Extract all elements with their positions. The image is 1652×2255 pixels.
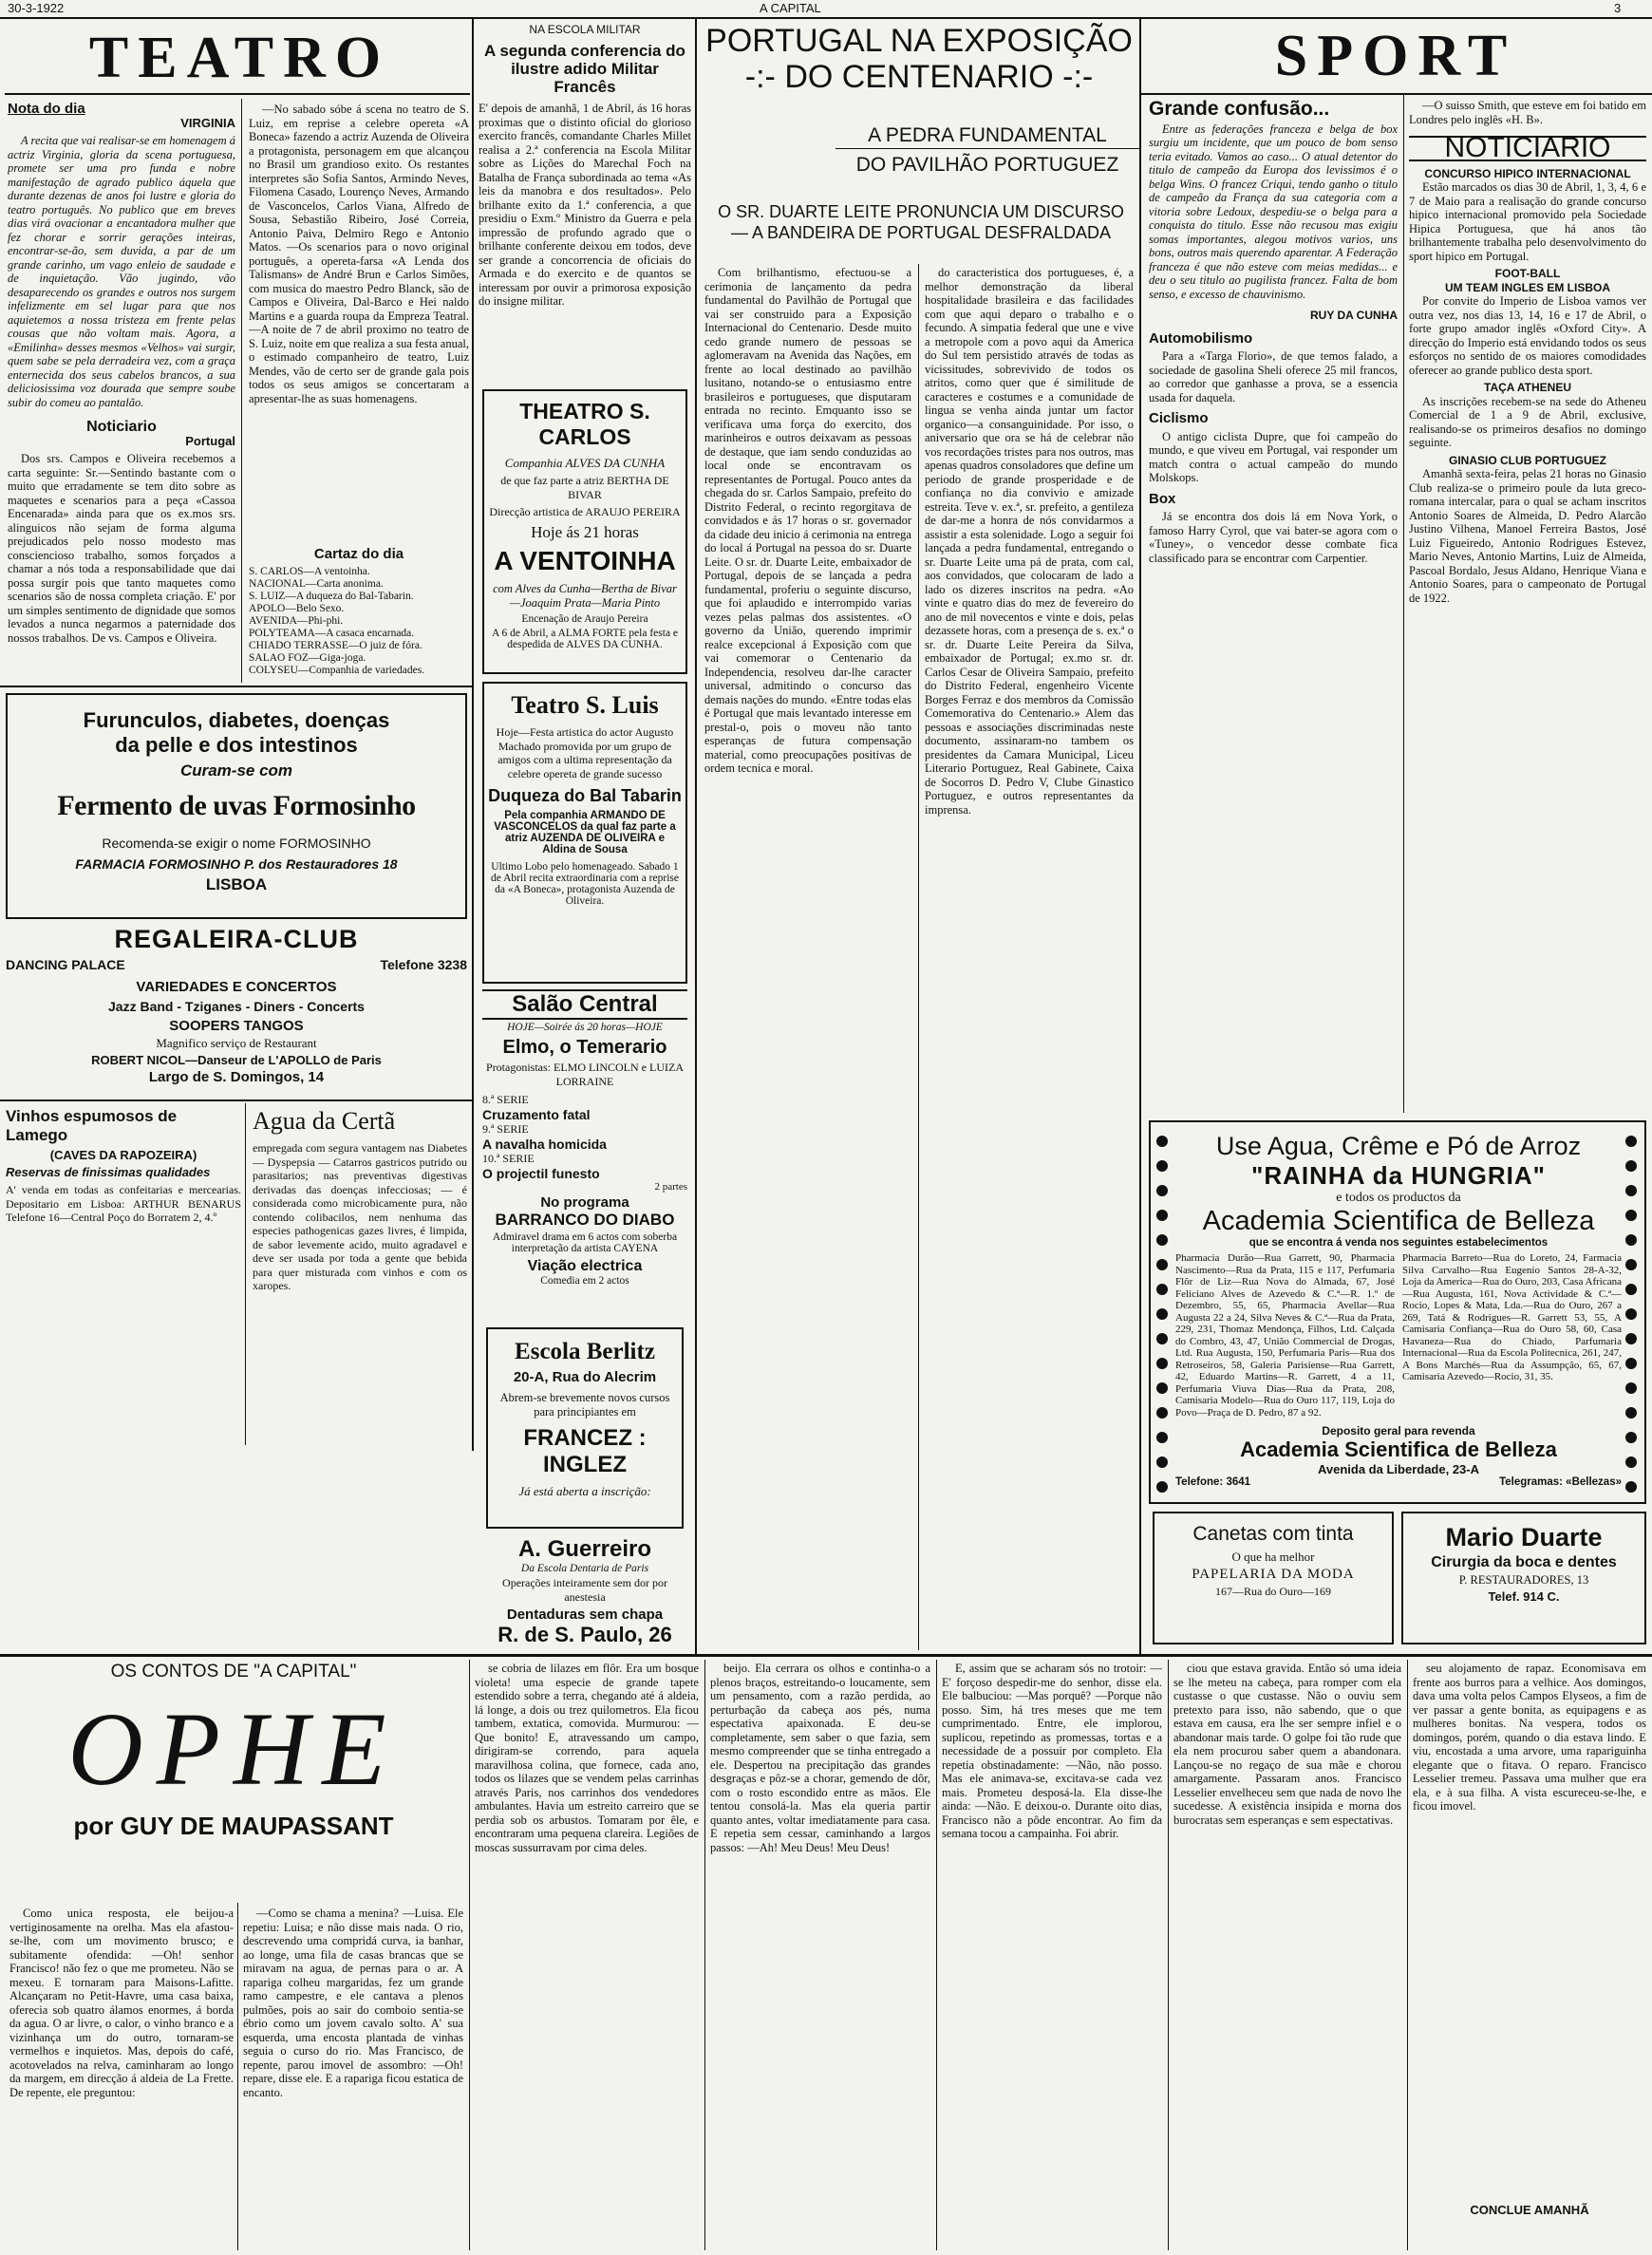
cartaz-item: POLYTEAMA—A casaca encarnada.	[249, 628, 415, 639]
salao-title: Salão Central	[482, 989, 687, 1020]
reg-var: VARIEDADES E CONCERTOS	[136, 979, 337, 995]
ad-canetas	[1153, 1512, 1394, 1644]
vinhos-caves: (CAVES DA RAPOZEIRA)	[49, 1148, 197, 1162]
sport-title: SPORT	[1274, 24, 1517, 88]
contos-rule-5	[1168, 1660, 1169, 2250]
ads-col-rule	[245, 1103, 246, 1445]
guerreiro-dent: Dentaduras sem chapa	[506, 1607, 664, 1623]
decor-dot	[1156, 1210, 1168, 1221]
decor-dot	[1625, 1185, 1637, 1196]
berlitz-addr: 20-A, Rua do Alecrim	[513, 1369, 657, 1385]
guerreiro-sub: Da Escola Dentaria de Paris	[520, 1563, 649, 1574]
sport-col-rule	[1403, 95, 1404, 1113]
teatro-rule	[5, 93, 470, 95]
contos-header	[6, 1662, 461, 1899]
noticiario-sub: Portugal	[185, 433, 235, 448]
rainha-telegr: Telegramas: «Bellezas»	[1499, 1476, 1622, 1488]
contos-col7	[1413, 1662, 1646, 2193]
salao-film: Elmo, o Temerario	[502, 1037, 667, 1058]
decor-dot	[1156, 1259, 1168, 1270]
contos-rule-6	[1407, 1660, 1408, 2250]
cartaz-item: SALAO FOZ—Giga-joga.	[249, 652, 366, 664]
contos-col4	[710, 1662, 930, 2248]
decor-dot	[1156, 1308, 1168, 1320]
rainha-brand: "RAINHA da HUNGRIA"	[1251, 1161, 1546, 1190]
agua-body: empregada com segura vantagem nas Diabetes — Dyspepsia — Catarros gastricos putrido ou parasitarios; nas preventivas digestivas derivadas das doenças infecciosas; — é considerada como microbicamente pura, não contendo colibacilos, nem nenhuma das especies pathogenicas gazes livres, é limpida, de sabor levemente acido, muito agradavel e deve ser usada por toda a gente que bebida para quer misturada com vinhos e com os xaropes.	[253, 1141, 467, 1292]
exposicao-body2: do caracteristica dos portugueses, é, a melhor demonstração da liberal hospitalidade brasileira e das facilidades com que aqui deparo o trabalho e o fecundo. A simpatia federal que une e vive a metropole com a povo aqui da America do Sul tem persistido através de todas as vicissitudes, sobrevivido de todos os atritos, como quer que é similitude de caracteres e costumes e a comunidade de lingua se venha ainda juntar um factor organico—a consanguinidade. Por isso, o aniversario que ora se há de celebrar não vos recordações tristes para nos outros, mas apenas quadros consoladores que define um periodo de grande prosperidade e de confiança no dia convivio e amizade estreita. Teve v. ex.ª, sr. prefeito, a gentileza de dar-me a honra de nós convidarmos a assistir a esta solenidade. Logo a seguir foi lançada a pedra fundamental, entregando o sr. Duarte Leite uma pá de prata, com cal, aos convidados, que colocaram de lado a lado os dizeres inscritos na pedra. «Ao vinte e quatro dias do mez de fevereiro do ano de mil novecentos e vinte e dois, pelas dezassete horas, com a presença de s. ex.ª o sr. dr. Duarte Leite Pereira da Silva, embaixador de Portugal; ex.mo sr. dr. Carlos Cesar de Oliveira Sampaio, prefeito do Distrito Federal, engenheiro Vicente Borges Ferraz e dos membros da Comissão Comemorativa do Centenario.» Alem das pessoas e associações discriminadas neste documento, assinaram-no tambem os presidentes da Camara Municipal, Liceu Literario Portuguez, Real Gabinete, Caixa de Socorros D. Pedro V, Clube Ginastico Portuguez, e outros representantes da imprensa.	[925, 266, 1134, 817]
foot-sub: UM TEAM INGLES EM LISBOA	[1445, 280, 1610, 294]
decor-dot	[1625, 1358, 1637, 1369]
sc-title: THEATRO S. CARLOS	[519, 399, 650, 449]
teatro-title: TEATRO	[88, 26, 391, 90]
canetas-sub: O que ha melhor	[1231, 1550, 1315, 1564]
reg-robert: ROBERT NICOL—Danseur de L'APOLLO de Paris	[91, 1053, 382, 1067]
sc-company: Companhia ALVES DA CUNHA	[504, 456, 666, 470]
canetas-shop: PAPELARIA DA MODA	[1192, 1567, 1355, 1582]
ad-regaleira	[6, 925, 467, 1096]
header-paper: A CAPITAL	[760, 1, 821, 15]
vinhos-res: Reservas de finissimas qualidades	[6, 1165, 211, 1179]
exposicao-title1: PORTUGAL NA EXPOSIÇÃO	[705, 23, 1133, 59]
decor-dot	[1625, 1456, 1637, 1468]
page-header	[0, 0, 1652, 17]
furunculos-line2: da pelle e dos intestinos	[115, 733, 358, 757]
rainha-inner	[1175, 1132, 1622, 1496]
decor-dot	[1625, 1308, 1637, 1320]
teatro-col2-body: —No sabado sóbe á scena no teatro de S. Luiz, em reprise a celebre opereta «A Boneca» fazendo a actriz Auzenda de Oliveira a protagonista, personagem em que alcançou no Brasil um grandioso exito. Os restantes interpretes são Sofia Santos, Armindo Neves, Filomena Casado, Lourenço Neves, Armando de Vasconcelos, Carlos Viana, Alfredo de Sousa, Sebastião Ribeiro, José Correia, Antonio Paiva, Delmiro Rego e Antonio Matos. —Os scenarios para o novo original português, a opereta-farsa «A Lenda dos Talismans» de André Brun e Carlos Simões, com musica do maestro Pedro Blanck, são de Campos e Oliveira, Dal-Barco e Hei naldo Martins e a guarda roupa da Empreza Teatral. —A noite de 7 de abril proximo no teatro de S. Luiz, noite em que realiza a sua festa anual, o estimado companheiro de teatro, Luiz Mendes, vão de certo ser de grande gala pois todos os seus amigos se concertaram a apresentar-lhe as suas homenagens.	[249, 103, 469, 405]
salao-prot: Protagonistas: ELMO LINCOLN e LUIZA LORRAINE	[486, 1061, 684, 1088]
decor-dot	[1625, 1234, 1637, 1246]
guerreiro-title: A. Guerreiro	[517, 1536, 652, 1562]
decor-dot	[1156, 1382, 1168, 1394]
box-body: Já se encontra dos dois lá em Nova York, o famoso Harry Cyrol, que vai bater-se agora com o «Tuney», o vencedor desse combate fica classificado para se encontrar com Carpentier.	[1149, 510, 1398, 565]
decor-dot	[1625, 1432, 1637, 1443]
salao-s10: 10.ª SERIE	[482, 1152, 535, 1165]
header-rule	[0, 17, 1652, 19]
salao-c10: O projectil funesto	[482, 1166, 600, 1181]
decor-dot	[1156, 1160, 1168, 1172]
contos-col6	[1173, 1662, 1401, 2248]
salao-com: Comedia em 2 actos	[540, 1275, 629, 1287]
vinhos-title: Vinhos espumosos de Lamego	[6, 1107, 178, 1144]
cartaz-item: COLYSEU—Companhia de variedades.	[249, 665, 425, 676]
header-date: 30-3-1922	[8, 1, 65, 15]
decor-dot	[1625, 1382, 1637, 1394]
sport-noticiario-title: NOTICIARIO	[1409, 136, 1646, 161]
decor-dot	[1156, 1407, 1168, 1419]
decor-dot	[1156, 1234, 1168, 1246]
militar	[479, 23, 691, 384]
decor-dot	[1156, 1136, 1168, 1147]
militar-heading: NA ESCOLA MILITAR	[529, 23, 641, 36]
militar-title: A segunda conferencia do ilustre adido Militar Francês	[484, 42, 685, 96]
mario-title: Mario Duarte	[1445, 1523, 1603, 1551]
canetas-addr: 167—Rua do Ouro—169	[1215, 1585, 1331, 1598]
rainha-acad: Academia Scientifica de Belleza	[1202, 1206, 1595, 1236]
militar-body: E' depois de amanhã, 1 de Abril, ás 16 horas proximas que o distinto oficial do glorioso exercito francês, comandante Charles Millet realisa a 2.ª conferencia na Escola Militar sobre as Lições do Marechal Foch na Batalha de França subordinada ao tema «As leis da manobra e dos resultados». Pelo brilhante exito da 1.ª conferencia, a que presidiu o Exm.º Ministro da Guerra e pela impressão de profundo agrado que o brilhante conferente deixou em todos, deve ser grande a concorrencia de oficiais do Armada e do exercito e de quantos se interessam por ouvir a primorosa exposição do insigne militar.	[479, 102, 691, 308]
rainha-line2: e todos os productos da	[1336, 1191, 1461, 1205]
ad-furunculos	[6, 693, 467, 919]
sc-cast: com Alves da Cunha—Bertha de Bivar—Joaquim Prata—Maria Pinto	[493, 582, 677, 610]
decor-dot	[1625, 1160, 1637, 1172]
berlitz-title: Escola Berlitz	[515, 1339, 655, 1364]
exposicao-title2: -:- DO CENTENARIO -:-	[744, 59, 1094, 95]
decor-dot	[1625, 1136, 1637, 1147]
decor-dot	[1156, 1432, 1168, 1443]
ad-sao-carlos	[482, 389, 687, 674]
salao-s8: 8.ª SERIE	[482, 1093, 529, 1106]
header-page: 3	[1614, 1, 1622, 15]
salao-desc: Admiravel drama em 6 actos com soberba interpretação da artista CAYENA	[492, 1231, 678, 1254]
salao-barranco: BARRANCO DO DIABO	[495, 1211, 675, 1229]
exposicao-sub3: O SR. DUARTE LEITE PRONUNCIA UM DISCURSO — A BANDEIRA DE PORTUGAL DESFRALDADA	[718, 202, 1124, 242]
contos-rule-4	[936, 1660, 937, 2250]
mario-tel: Telef. 914 C.	[1488, 1589, 1560, 1604]
ad-agua	[253, 1107, 467, 1449]
cartaz-item: AVENIDA—Phi-phi.	[249, 615, 344, 627]
ad-salao-central	[482, 989, 687, 1322]
cartaz-item: S. CARLOS—A ventoinha.	[249, 566, 370, 577]
sc-play: A VENTOINHA	[494, 546, 676, 575]
reg-phone: Telefone 3238	[380, 957, 467, 972]
contos-rule-2	[469, 1660, 470, 2250]
contos-col3-text: se cobria de lilazes em flôr. Era um bosque violeta! uma especie de grande tapete estendido sobre a terra, chegando até á aldeia, lá longe, a dois ou trez quilometros. Ela ficou tambem, extatica, comovida. Murmurou: —Que bonito! E, atravessando um campo, dirigiram-se correndo, para aquela maravilhosa colina, que fornece, cada ano, todos os lilazes que se vendem pelas carrinhas através Paris, nos carrinhos dos vendedores ambulantes. Havia um estreito carreiro que se perdia sob os arbustos. Tomaram por êle, e encontraram uma pequena clareira. Legiões de moscas sussurravam por cima deles.	[475, 1662, 699, 1854]
contos-col1-text: Como unica resposta, ele beijou-a vertiginosamente na orelha. Mas ela afastou-se-lhe, com um movimento brusco; e subitamente ofendida: —Oh! senhor Francisco! não fez o que me prometeu. Não se mexeu. E tornaram para Maisons-Lafitte. Alcançaram no Petit-Havre, uma casa baixa, oferecia sob quatro álamos enormes, á borda da agua. O ar livre, o calor, o vinho branco e a vizinhança um do outro, tornaram-se vermelhos e inquietos. Mas, depois do café, acotovelados na relva, caminharam ao longo da margem, em direcção á aldeia de La Frette. De repente, ele preguntou:	[9, 1907, 234, 2099]
mario-addr: P. RESTAURADORES, 13	[1458, 1573, 1589, 1587]
rainha-line3: que se encontra á venda nos seguintes estabelecimentos	[1248, 1237, 1549, 1249]
teatro-col-rule	[241, 99, 242, 683]
furunculos-farm: FARMACIA FORMOSINHO P. dos Restauradores 18	[75, 856, 398, 872]
sport-col1	[1149, 99, 1398, 1117]
rainha-dep-acad: Academia Scientifica de Belleza	[1240, 1438, 1557, 1461]
noticiario-title: Noticiario	[86, 419, 157, 435]
rainha-shops-right: Pharmacia Barreto—Rua do Loreto, 24, Farmacia Silva Carvalho—Rua Eugenio Santos 28-A-32, Loja da America—Rua do Ouro, 203, Casa Africana—Rua Augusta, 161, Nova Actividade & C.ª—Rocio, Lopes & Mata, Lda.—Rua do Ouro, 267 a 269, Tatá & Rodrigues—R. Garrett 53, 55, A Camisaria Confiança—Rua do Ouro 58, 60, Casa Havaneza—Rua do Chiado, Parfumaria Internacional—Rua da Escola Politecnica, 261, 247, A Bons Marchés—Rua da Assumpção, 65, 67, Camisaria Azevedo—Rocio, 31, 35.	[1402, 1252, 1622, 1382]
ginasio-body: Amanhã sexta-feira, pelas 21 horas no Ginasio Club realiza-se o primeiro poule da luta greco-romana intercalar, para o qual se acham inscritos Antonio Soares de Almeida, D. Pedro Alarcão Justino Vilhena, Manoel Ferreira Bastos, José Luiz Figueiredo, Antonio Rodrigues Estevez, Mario Neves, Antonio Martins, Luiz de Almeida, Pascoal Bordalo, Jesus Aldano, Henrique Viana e Antonio Soares, para o campeonato de Portugal de 1922.	[1409, 467, 1646, 605]
salao-s9: 9.ª SERIE	[482, 1122, 529, 1136]
sl-foot: Ultimo Lobo pelo homenageado. Sabado 1 de Abril recita extraordinaria com a reprise da «A Boneca», protagonista Auzenda de Oliveira.	[491, 861, 679, 907]
decor-dot	[1625, 1481, 1637, 1493]
exposicao-sub1: A PEDRA FUNDAMENTAL	[868, 124, 1107, 146]
sc-hour: Hoje ás 21 horas	[531, 523, 639, 541]
ad-sao-luis	[482, 682, 687, 984]
ad-rainha-hungria	[1149, 1120, 1646, 1504]
contos-col4-text: beijo. Ela cerrara os olhos e continha-o a plenos braços, estreitando-o loucamente, sem um pensamento, com a razão perdida, ao perturbação da cabeça aos pés, numa espectativa apaixonada. E deu-se completamente, sem saber o que fazia, sem mesmo compreender que se tinha entregado a ele. Despertou na precipitação das grandes desgraças e pôz-se a chorar, gemendo de dôr, com o rosto escondido entre as mãos. Ele tentou consolá-la. Mas ela queria partir quanto antes, voltar imediatamente para casa. E repetia sem cessar, caminhando a largos passos: —Ah! Meu Deus! Meu Deus!	[710, 1662, 930, 1854]
contos-rule	[0, 1654, 1652, 1657]
decor-dot	[1156, 1333, 1168, 1344]
smith-body: —O suisso Smith, que esteve em foi batido em Londres pelo inglês «H. B».	[1409, 99, 1646, 126]
salao-c9: A navalha homicida	[482, 1137, 607, 1152]
ciclismo-title: Ciclismo	[1149, 410, 1209, 426]
auto-title: Automobilismo	[1149, 329, 1253, 347]
cartaz-item: NACIONAL—Carta anonima.	[249, 578, 384, 590]
contos-col7-text: seu alojamento de rapaz. Economisava em frente aos burros para a velhice. Aos domingos, dava uma volta pelos Campos Elyseos, a fim de ver passar a gente bonita, as equipagens e as mulheres bonitas. Na vespera, todos os domingos, porém, quando o dia estava lindo. E viu, encostada a uma arvore, uma rapariguinha elegante que o fitava. O reparo. Francisco Lesselier tremeu. Passava uma mulher que era ela, e à sua filha. A vista escureceu-se-lhe, e ficou imovel.	[1413, 1662, 1646, 1813]
guerreiro-addr: R. de S. Paulo, 26	[497, 1623, 672, 1646]
contos-col6-text: ciou que estava gravida. Então só uma ideia se lhe meteu na cabeça, para romper com ela custasse o que custasse. Não o ouviu sem pretexto para isso, não sabendo, que o que estava em causa, era lhe ser sempre infiel e o abandonar mais tarde. O golpe foi tão rude que ela nem procurou saber quem a abandonara. Lançou-se no regaço de sua mãe e chorou amargamente. Passaram anos. Francisco Lesselier envelheceu sem que nada de novo lhe sucedesse. A existência insipida e morna dos burocratas sem esperanças e sem espectativas.	[1173, 1662, 1401, 1827]
contos-title: OPHE	[67, 1691, 400, 1807]
rainha-tel: Telefone: 3641	[1175, 1476, 1251, 1488]
furunculos-line1: Furunculos, diabetes, doenças	[83, 708, 390, 732]
sc-foot: A 6 de Abril, a ALMA FORTE pela festa e despedida de ALVES DA CUNHA.	[491, 628, 679, 650]
exposicao-col2	[925, 266, 1134, 1652]
contos-col2-text: —Como se chama a menina? —Luisa. Ele repetiu: Luisa; e não disse mais nada. O rio, descrevendo uma compridá curva, ia banhar, ao longe, uma fila de casas brancas que se miravam na agua, de pernas para o ar. A rapariga colheu margaridas, fez um grande ramo campestre, e ele cantava a plenos pulmões, pois ao sair do comboio sentia-se ébrio como um jovem cavalo solto. A' sua esquerda, uma encosta plantada de vinhas seguia o curso do rio. Mas Francisco, de repente, parou imovel de assombro: —Oh! repare, disse ele. E a rapariga ficou estatica de encanto.	[243, 1907, 463, 2099]
decor-dot	[1156, 1456, 1168, 1468]
decor-dot	[1156, 1284, 1168, 1295]
furunculos-line3: Curam-se com	[179, 761, 293, 780]
cartaz-item: S. LUIZ—A duqueza do Bal-Tabarin.	[249, 591, 414, 602]
reg-soop: SOOPERS TANGOS	[169, 1018, 304, 1034]
contos-rule-1	[237, 1903, 238, 2250]
exposicao-col-rule	[918, 264, 919, 1650]
reg-largo: Largo de S. Domingos, 14	[148, 1069, 325, 1085]
col-rule-2	[695, 19, 697, 1654]
furunculos-rec: Recomenda-se exigir o nome FORMOSINHO	[102, 836, 371, 851]
rainha-line1: Use Agua, Crême e Pó de Arroz	[1215, 1132, 1582, 1160]
ads-rule-2	[0, 1099, 472, 1101]
decor-dot	[1625, 1333, 1637, 1344]
salao-c8: Cruzamento fatal	[482, 1107, 591, 1122]
cartaz-item: CHIADO TERRASSE—O juiz de fóra.	[249, 640, 422, 651]
confusao-title: Grande confusão...	[1149, 99, 1330, 120]
exposicao-sub3-box	[707, 201, 1135, 258]
teatro-header	[19, 25, 460, 91]
contos-continua: CONCLUE AMANHÃ	[1470, 2203, 1589, 2217]
ad-berlitz	[486, 1327, 684, 1529]
decor-dot	[1156, 1481, 1168, 1493]
salao-parts: 2 partes	[654, 1181, 687, 1193]
agua-title: Agua da Certã	[253, 1107, 396, 1135]
noticiario-body: Dos srs. Campos e Oliveira recebemos a carta seguinte: Sr.—Sentindo bastante com o muito que erradamente se tem dito sobre as maquetes e scenarios para a peça «Cassoa Encenarada» ainda para que os ex.mos srs. alinguicos não sejam de forma alguma prejudicados pelo nosso modesto mas consciencioso trabalho, somos forçados a chamar a nós toda a responsabilidade que dai possa surgir pois que tanto maquetes como scenarios são de nossa completa criação. E' por um simples sentimento de dignidade que somos levados a nunca negarmos a paternidade dos nossos trabalhos. De vs. Campos e Oliveira.	[8, 452, 235, 645]
auto-body: Para a «Targa Florio», de que temos falado, a sociedade de gasolina Sheli oferece 25 mil francos, ao corredor que ganhasse a prova, se a essencia usada for daquela.	[1149, 349, 1398, 404]
ginasio-title: GINASIO CLUB PORTUGUEZ	[1448, 453, 1606, 467]
exposicao-header	[703, 23, 1136, 99]
contos-heading: OS CONTOS DE "A CAPITAL"	[110, 1662, 357, 1682]
exposicao-body1: Com brilhantismo, efectuou-se a cerimonia de lançamento da pedra fundamental do Pavilhão de Portugal que vai ser construido para a Exposição Internacional do Centenario. Desde muito cedo grande numero de pessoas se aglomeravam na Avenida das Nações, em frente ao local destinado ao pavilhão lusitano, notando-se o entusiasmo entre brasileiros e portugueses, que disputaram entrada no recinto. Emquanto isso se verificava uma força do exercito, dos marinheiros e outros deixavam as pessoas de destaque, que iam sendo conduzidas ao local onde se encontravam os representantes de Portugal. Pouco antes da chegada do sr. Carlos Sampaio, prefeito do Distrito Federal, o recinto regorgitava de convidados e ás 17 horas o sr. governador da cidade deu inicio á cerimonia na entrega do local á Portugal na pessoa do sr. Duarte Leite. O sr. dr. Duarte Leite, embaixador de Portugal, depois de se lançada a pedra fundamental, proferiu o seguinte discurso, que foi aplaudido e interrompido varias vezes pelas palmas dos assistentes. «O governo da União, querendo imprimir realce excepcional á Exposição com que vai comemorar o Centenario da Independencia, resolveu dar-lhe caracter universal, admitindo o concurso das demais nações do mundo. «Entre todas elas é Portugal que mais levantado interesse em prestal-o, pois o moveu não tanto esperanças de futura compensação material, como preocupações positivas de ordem tecnica e moral.	[704, 266, 911, 775]
confusao-author: RUY DA CUNHA	[1309, 309, 1398, 322]
col-rule-3	[1139, 19, 1141, 1654]
rainha-shops-left: Pharmacia Durão—Rua Garrett, 90, Pharmacia Nascimento—Rua da Prata, 115 e 117, Perfumaria Flôr de Liz—Rua Nova do Almada, 67, José Feliciano Alves de Azevedo & C.ª—R. 1.º de Dezembro, 55, 65, Pharmacia Avellar—Rua Augusta 22 a 24, Silva Neves & C.ª—Rua da Prata, 229, 231, Thomaz Mendonça, Filhos, Ltd. Calçada do Combro, 43, 47, União Commercial de Drogas, Ltd. Rua Augusta, 150, Perfumaria Paris—Rua dos Retroseiros, 58, Galeria Parisiense—Rua Garrett, 42, Eduardo Martins—R. Garrett, 4 a 11, Perfumaria Viuva Dias—Rua da Prata, 208, Camisaria Modelo—Rua do Ouro 117, 119, Loja do Povo—Praça de D. Pedro, 87 a 92.	[1175, 1252, 1395, 1419]
exposicao-sub2: DO PAVILHÃO PORTUGUEZ	[835, 148, 1139, 178]
mario-sub: Cirurgia da boca e dentes	[1431, 1554, 1617, 1570]
concurso-body: Estão marcados os dias 30 de Abril, 1, 3, 4, 6 e 7 de Maio para a realisação do grande concurso hipico internacional promovido pela Sociedade Hipica Portuguesa, que há anos tão brilhantemente trabalha pelo desenvolvimento do sport hipico em Portugal.	[1409, 180, 1646, 263]
sport-rule	[1141, 93, 1652, 95]
berlitz-foot: Já está aberta a inscrição:	[518, 1484, 651, 1498]
guerreiro-body: Operações inteiramente sem dor por anestesia	[502, 1576, 667, 1604]
ad-mario-duarte	[1401, 1512, 1646, 1644]
reg-dance: DANCING PALACE	[6, 957, 125, 972]
furunculos-brand: Fermento de uvas Formosinho	[57, 790, 416, 821]
foot-title: FOOT-BALL	[1494, 267, 1561, 280]
ad-guerreiro	[482, 1536, 687, 1650]
exposicao-sub	[835, 123, 1139, 186]
decor-dot	[1625, 1210, 1637, 1221]
contos-col5	[942, 1662, 1162, 2248]
reg-jazz: Jazz Band - Tziganes - Diners - Concerts	[108, 999, 365, 1014]
decor-dot	[1156, 1358, 1168, 1369]
decor-dot	[1625, 1284, 1637, 1295]
rainha-deposit: Deposito geral para revenda	[1322, 1424, 1475, 1438]
sport-col2	[1409, 99, 1646, 1117]
teatro-col1	[8, 103, 235, 682]
cartaz-title: Cartaz do dia	[313, 546, 404, 562]
ciclismo-body: O antigo ciclista Dupre, que foi campeão do mundo, e que viveu em Portugal, vai responder um match contra o actual campeão do mundo Molskops.	[1149, 429, 1398, 484]
sl-title: Teatro S. Luis	[511, 691, 659, 719]
salao-prog: No programa	[540, 1194, 629, 1211]
cartaz-item: APOLO—Belo Sexo.	[249, 603, 345, 614]
teatro-col2	[249, 103, 469, 539]
taca-body: As inscrições recebem-se na sede do Atheneu Comercial de 1 a 9 de Abril, exclusive, realisando-se os primeiros desafios no domingo seguinte.	[1409, 394, 1646, 449]
sl-cast: Pela companhia ARMANDO DE VASCONCELOS da qual faz parte a atriz AUZENDA DE OLIVEIRA e Aldina de Sousa	[494, 810, 676, 855]
exposicao-col1	[704, 266, 911, 1652]
rainha-addr: Avenida da Liberdade, 23-A	[1317, 1462, 1479, 1476]
nota-subject: VIRGINIA	[180, 115, 235, 130]
foot-body: Por convite do Imperio de Lisboa vamos ver outra vez, nos dias 13, 14, 16 e 17 de Abril, o forte grupo amador inglês «Oxford City». A direcção do Imperio está envidando todos os seus esforços no sentido de os maiores comodidades oferecer ao grande publico desta sport.	[1409, 294, 1646, 377]
ad-vinhos	[6, 1107, 241, 1449]
cartaz-list	[249, 566, 469, 677]
berlitz-body: Abrem-se brevemente novos cursos para principiantes em	[499, 1391, 670, 1419]
berlitz-lang: FRANCEZ : INGLEZ	[523, 1425, 647, 1477]
contos-col1	[9, 1907, 234, 2248]
taca-title: TAÇA ATHENEU	[1484, 381, 1571, 394]
sc-dir: Direcção artistica de ARAUJO PEREIRA	[489, 505, 681, 518]
contos-author: por GUY DE MAUPASSANT	[73, 1812, 394, 1840]
salao-viacao: Viação electrica	[527, 1258, 643, 1274]
ads-rule	[0, 686, 472, 687]
reg-title: REGALEIRA-CLUB	[114, 925, 359, 953]
contos-col2	[243, 1907, 463, 2248]
decor-dot	[1156, 1185, 1168, 1196]
furunculos-city: LISBOA	[205, 875, 268, 893]
decor-dot	[1625, 1407, 1637, 1419]
concurso-title: CONCURSO HIPICO INTERNACIONAL	[1424, 166, 1631, 180]
sport-header	[1149, 23, 1643, 93]
nota-title: Nota do dia	[8, 103, 85, 117]
vinhos-body: A' venda em todas as confeitarias e mercearias. Depositario em Lisboa: ARTHUR BENARUS Telefone 16—Central Poço do Borratem 2, 4.º	[6, 1183, 241, 1224]
sc-line: de que faz parte a atriz BERTHA DE BIVAR	[500, 474, 669, 501]
col-rule-1	[472, 19, 474, 1451]
decor-dot	[1625, 1259, 1637, 1270]
cartaz	[249, 546, 469, 684]
sc-enc: Encenação de Araujo Pereira	[521, 613, 648, 625]
box-title: Box	[1149, 490, 1176, 507]
confusao-body: Entre as federações franceza e belga de box surgiu um incidente, que um pouco de bom senso teria evitado. Vamos ao caso... O atual detentor do titulo de campeão da Europa dos levissimos é o belga Wins. O francez Criqui, tendo ganho o titulo de campeão da França da sua categoria com a vitoria sobre Ledoux, despediu-se o belga para a conquista do titulo. Esse não recusou mas exigiu somas importantes, alegou motivos varios, uns bons, outros mais querendo aparentar. A Federação franceza é que não esteve com meias medidas... e deu o seu titulo ao pugilista francez. Falta de bom senso, e excesso de chauvinismo.	[1149, 122, 1398, 301]
canetas-title: Canetas com tinta	[1192, 1523, 1354, 1545]
contos-col3	[475, 1662, 699, 2248]
contos-col5-text: E, assim que se acharam sós no trotoir: —E' forçoso despedir-me do senhor, disse ela. Ele balbuciou: —Mas porquê? —Porque não posso. Sim, há tres meses que me tem cumprimentado. Entre, ele implorou, suplicou, repetindo as promessas, tortas e a necessidade de a possuir por completo. Ela repetia obstinadamente: —Não, não posso. Mas ele animava-se, excitava-se cada vez mais. Prometeu desposá-la. Ela disse-lhe ainda: —Não. E deixou-o. Durante oito dias, Francisco não a pôde encontrar. Ao fim da semana tocou a campainha. Foi abrir.	[942, 1662, 1162, 1840]
salao-sub: HOJE—Soirée ás 20 horas—HOJE	[507, 1022, 663, 1033]
reg-serv: Magnifico serviço de Restaurant	[156, 1036, 317, 1050]
nota-body: A recita que vai realisar-se em homenagem á actriz Virginia, gloria da scena portuguesa, promete ser uma pro funda e nobre manifestação de agrado publico áquela que durante dezenas de anos foi lustre e gloria do teatro português. No publico que em breves dias virá ovacionar a encantadora mulher que fez chorar e sorrir gerações inteiras, encontrar-se-ão, sem duvida, a par de um grande carinho, um vago enleio de saudade e de inquietação. Vão jugindo, vão desaparecendo os grandes e outros nos surgem infelizmente em sel lugar para que nos aquietemos a nossa tristeza em frente pelas cousas que não voltam mais. Agora, a «Emilinha» desses mesmos «Velhos» vai surgir, quem sabe se pela derradeira vez, com a graça enternecida dos seus cabelos brancos, a sua deliciosissima voz dourada que sempre soube subir do comeu ao pantalão.	[8, 134, 235, 409]
contos-rule-3	[704, 1660, 705, 2250]
sl-play: Duqueza do Bal Tabarin	[488, 786, 682, 805]
sl-body: Hoje—Festa artistica do actor Augusto Machado promovida por um grupo de amigos com a ultima representação da celebre opereta de grande sucesso	[496, 725, 674, 780]
